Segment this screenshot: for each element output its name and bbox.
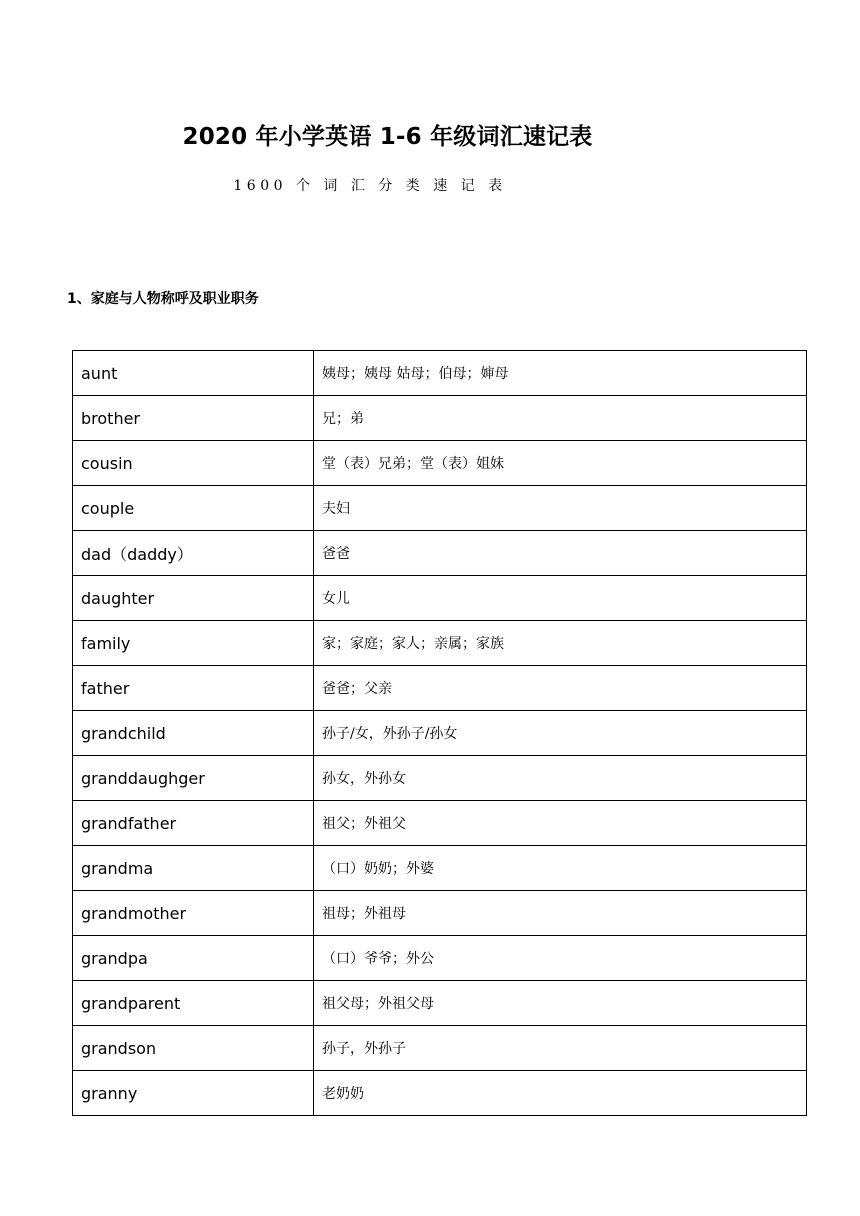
meaning-cell: 爸爸；父亲	[314, 666, 807, 711]
meaning-cell: 祖父母；外祖父母	[314, 981, 807, 1026]
meaning-cell: 孙子/女，外孙子/孙女	[314, 711, 807, 756]
word-cell: grandmother	[73, 891, 314, 936]
word-cell: granny	[73, 1071, 314, 1116]
word-cell: grandma	[73, 846, 314, 891]
document-title: 2020 年小学英语 1-6 年级词汇速记表	[182, 124, 593, 150]
table-row	[73, 351, 807, 396]
table-row	[73, 801, 807, 846]
table-row	[73, 846, 807, 891]
word-cell: dad（daddy）	[73, 531, 314, 576]
meaning-cell: 孙女，外孙女	[314, 756, 807, 801]
word-cell: grandfather	[73, 801, 314, 846]
word-cell: father	[73, 666, 314, 711]
document-subtitle: 1600 个 词 汇 分 类 速 记 表	[233, 178, 507, 194]
word-cell: couple	[73, 486, 314, 531]
table-row	[73, 486, 807, 531]
vocabulary-table	[72, 350, 807, 1116]
meaning-cell: 姨母；姨母 姑母；伯母；婶母	[314, 351, 807, 396]
table-row	[73, 1026, 807, 1071]
meaning-cell: 家；家庭；家人；亲属；家族	[314, 621, 807, 666]
word-cell: aunt	[73, 351, 314, 396]
table-row	[73, 666, 807, 711]
meaning-cell: 祖母；外祖母	[314, 891, 807, 936]
table-row	[73, 396, 807, 441]
meaning-cell: （口）爷爷；外公	[314, 936, 807, 981]
word-cell: grandpa	[73, 936, 314, 981]
meaning-cell: 老奶奶	[314, 1071, 807, 1116]
table-row	[73, 621, 807, 666]
table-row	[73, 711, 807, 756]
word-cell: cousin	[73, 441, 314, 486]
word-cell: grandparent	[73, 981, 314, 1026]
table-row	[73, 936, 807, 981]
word-cell: brother	[73, 396, 314, 441]
table-row	[73, 891, 807, 936]
table-row	[73, 441, 807, 486]
table-row	[73, 756, 807, 801]
meaning-cell: 孙子，外孙子	[314, 1026, 807, 1071]
word-cell: grandchild	[73, 711, 314, 756]
meaning-cell: 爸爸	[314, 531, 807, 576]
meaning-cell: 夫妇	[314, 486, 807, 531]
meaning-cell: （口）奶奶；外婆	[314, 846, 807, 891]
meaning-cell: 女儿	[314, 576, 807, 621]
meaning-cell: 兄；弟	[314, 396, 807, 441]
table-row	[73, 1071, 807, 1116]
meaning-cell: 堂（表）兄弟；堂（表）姐妹	[314, 441, 807, 486]
word-cell: family	[73, 621, 314, 666]
table-row	[73, 576, 807, 621]
word-cell: grandson	[73, 1026, 314, 1071]
meaning-cell: 祖父；外祖父	[314, 801, 807, 846]
section-heading: 1、家庭与人物称呼及职业职务	[67, 291, 259, 307]
word-cell: granddaughger	[73, 756, 314, 801]
table-row	[73, 531, 807, 576]
word-cell: daughter	[73, 576, 314, 621]
table-row	[73, 981, 807, 1026]
